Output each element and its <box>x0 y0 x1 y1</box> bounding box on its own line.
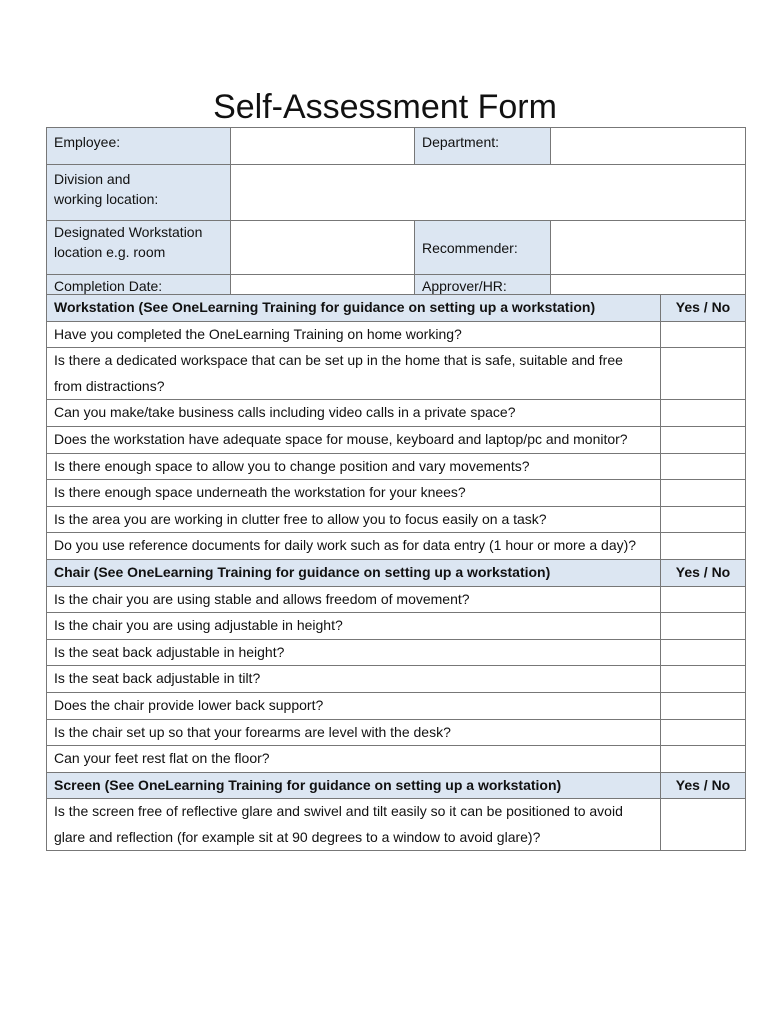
answer-cell[interactable] <box>661 639 746 666</box>
answer-cell[interactable] <box>661 453 746 480</box>
answer-cell[interactable] <box>661 506 746 533</box>
section-heading: Workstation (See OneLearning Training for guidance on setting up a workstation) <box>47 295 661 322</box>
completion-date-label: Completion Date: <box>47 275 231 308</box>
yes-no-header: Yes / No <box>661 559 746 586</box>
division-label-line2: working location: <box>54 191 159 207</box>
assessment-questions-table <box>46 294 746 851</box>
question: Can your feet rest flat on the floor? <box>47 746 661 773</box>
division-field[interactable] <box>231 165 746 221</box>
answer-cell[interactable] <box>661 666 746 693</box>
division-label-line1: Division and <box>54 171 131 187</box>
question: Is the area you are working in clutter free to allow you to focus easily on a task? <box>47 506 661 533</box>
answer-cell[interactable] <box>661 746 746 773</box>
answer-cell[interactable] <box>661 799 746 851</box>
answer-cell[interactable] <box>661 692 746 719</box>
question: Is the screen free of reflective glare and swivel and tilt easily so it can be positioned to avoid glare and reflection (for example sit at 90 degrees to a window to avoid glare)? <box>47 799 661 851</box>
workstation-field[interactable] <box>231 221 415 275</box>
question: Is the chair set up so that your forearms are level with the desk? <box>47 719 661 746</box>
employee-label: Employee: <box>47 128 231 165</box>
workstation-label-line2: location e.g. room <box>54 244 166 260</box>
answer-cell[interactable] <box>661 400 746 427</box>
question: Is there enough space underneath the workstation for your knees? <box>47 480 661 507</box>
question: Is the seat back adjustable in tilt? <box>47 666 661 693</box>
answer-cell[interactable] <box>661 613 746 640</box>
workstation-label-line1: Designated Workstation <box>54 224 203 240</box>
section-workstation <box>47 295 746 560</box>
page-title: Self-Assessment Form <box>213 88 557 126</box>
answer-cell[interactable] <box>661 321 746 348</box>
question: Does the workstation have adequate space for mouse, keyboard and laptop/pc and monitor? <box>47 426 661 453</box>
section-screen <box>47 772 746 851</box>
answer-cell[interactable] <box>661 348 746 400</box>
yes-no-header: Yes / No <box>661 295 746 322</box>
question: Does the chair provide lower back support? <box>47 692 661 719</box>
question: Can you make/take business calls including video calls in a private space? <box>47 400 661 427</box>
recommender-field[interactable] <box>551 221 746 275</box>
section-heading: Chair (See OneLearning Training for guidance on setting up a workstation) <box>47 559 661 586</box>
question: Is there enough space to allow you to change position and vary movements? <box>47 453 661 480</box>
answer-cell[interactable] <box>661 586 746 613</box>
section-heading: Screen (See OneLearning Training for guidance on setting up a workstation) <box>47 772 661 799</box>
approver-label: Approver/HR: <box>415 275 551 308</box>
question: Is the seat back adjustable in height? <box>47 639 661 666</box>
answer-cell[interactable] <box>661 426 746 453</box>
yes-no-header: Yes / No <box>661 772 746 799</box>
question: Do you use reference documents for daily work such as for data entry (1 hour or more a day)? <box>47 533 661 560</box>
division-label <box>47 165 231 221</box>
question: Is there a dedicated workspace that can be set up in the home that is safe, suitable and free from distractions? <box>47 348 661 400</box>
question: Is the chair you are using adjustable in height? <box>47 613 661 640</box>
employee-details-table <box>46 127 746 308</box>
answer-cell[interactable] <box>661 719 746 746</box>
question: Have you completed the OneLearning Training on home working? <box>47 321 661 348</box>
section-chair <box>47 559 746 772</box>
employee-field[interactable] <box>231 128 415 165</box>
department-field[interactable] <box>551 128 746 165</box>
department-label: Department: <box>415 128 551 165</box>
answer-cell[interactable] <box>661 533 746 560</box>
question: Is the chair you are using stable and allows freedom of movement? <box>47 586 661 613</box>
workstation-label <box>47 221 231 275</box>
recommender-label: Recommender: <box>415 221 551 275</box>
answer-cell[interactable] <box>661 480 746 507</box>
